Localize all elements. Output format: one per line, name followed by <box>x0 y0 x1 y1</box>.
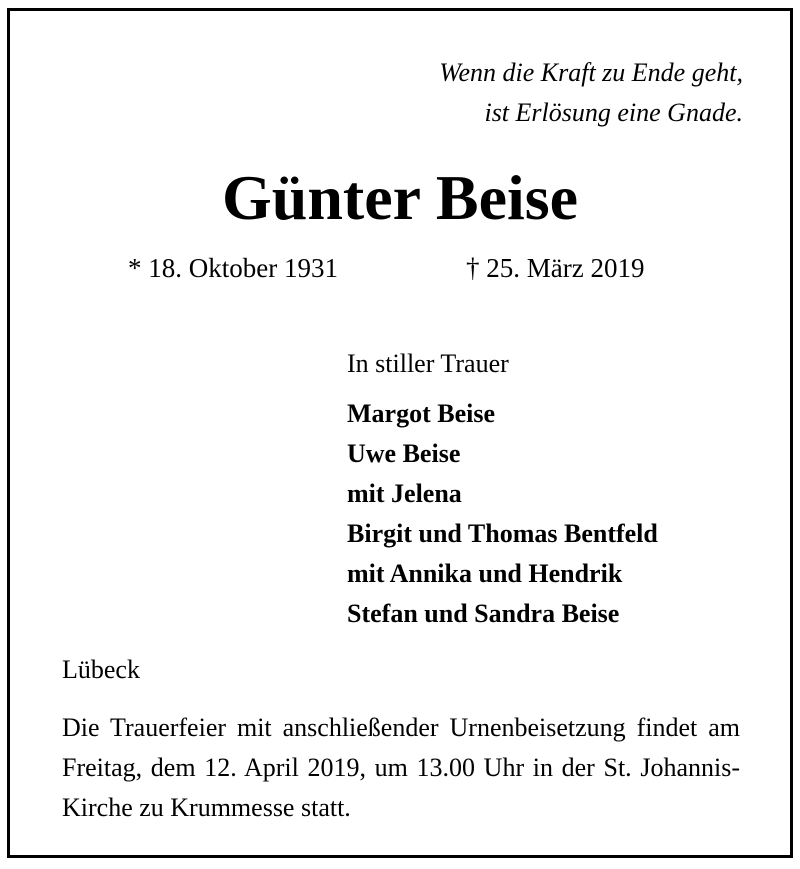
quote-line-2: ist Erlösung eine Gnade. <box>484 98 743 127</box>
death-date: † 25. März 2019 <box>466 253 645 283</box>
mourning-heading: In stiller Trauer <box>347 349 509 378</box>
location: Lübeck <box>62 655 140 684</box>
funeral-notice: Die Trauerfeier mit anschließender Urnenbeisetzung findet am Freitag, dem 12. April 2019, um 13.00 Uhr in der St. Johannis-Kirche zu Krummesse statt. <box>62 713 740 822</box>
quote-line-1: Wenn die Kraft zu Ende geht, <box>439 58 743 87</box>
mourner-name: mit Annika und Hendrik <box>347 559 623 588</box>
deceased-name: Günter Beise <box>221 162 579 233</box>
mourner-name: Birgit und Thomas Bentfeld <box>347 519 658 548</box>
mourner-name: Stefan und Sandra Beise <box>347 599 620 628</box>
mourner-name: mit Jelena <box>347 479 462 508</box>
mourner-name: Uwe Beise <box>347 439 461 468</box>
mourner-name: Margot Beise <box>347 399 496 428</box>
birth-date: * 18. Oktober 1931 <box>128 253 338 283</box>
mourners-list <box>347 394 658 634</box>
memorial-quote <box>439 53 743 133</box>
